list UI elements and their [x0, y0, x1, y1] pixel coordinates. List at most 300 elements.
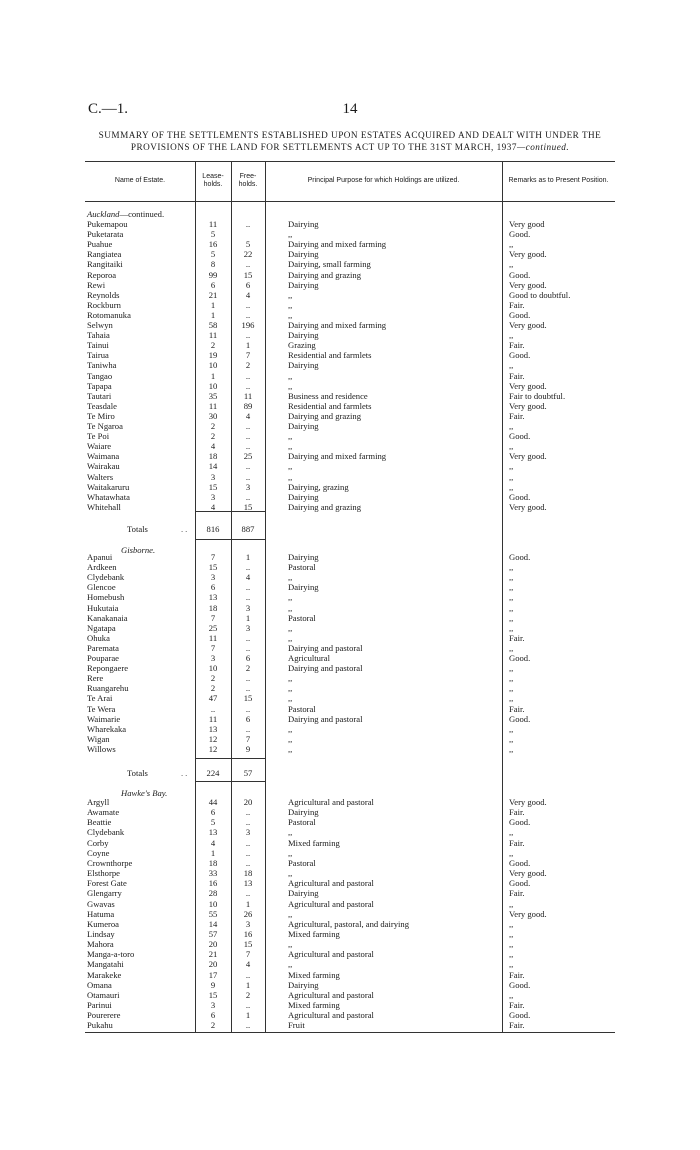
principal-purpose: Dairying and mixed farming — [288, 451, 387, 462]
principal-purpose: ,, — [288, 959, 293, 970]
leaseholds-value: 20 — [208, 959, 218, 970]
freeholds-value: 18 — [243, 868, 253, 879]
table-row — [85, 1000, 615, 1010]
freeholds-value: .. — [245, 1000, 251, 1010]
freeholds-value: .. — [245, 299, 251, 310]
principal-purpose: Dairying — [288, 491, 319, 502]
remarks-value: Good. — [509, 979, 531, 990]
leaseholds-value: 3 — [210, 1000, 216, 1010]
remarks-value: ,, — [509, 683, 514, 694]
remarks-value: Fair. — [509, 299, 525, 310]
principal-purpose: Agricultural and pastoral — [288, 1010, 374, 1021]
remarks-value: ,, — [509, 481, 514, 492]
principal-purpose: Dairying — [288, 807, 319, 818]
totals-rule-gisborne-bottom — [195, 781, 265, 782]
estate-name: Wigan — [87, 733, 110, 744]
principal-purpose: ,, — [288, 380, 293, 391]
freeholds-value: 1 — [245, 552, 251, 562]
leaseholds-value: 28 — [208, 888, 218, 899]
leaseholds-value: 33 — [208, 868, 218, 879]
totals-freeholds-gisborne: 57 — [243, 768, 253, 778]
remarks-value: Good. — [509, 878, 531, 889]
page-reference: C.—1. — [88, 101, 129, 117]
remarks-value: ,, — [509, 471, 514, 482]
principal-purpose: Pastoral — [288, 817, 316, 828]
estate-name: Pukemapou — [87, 219, 128, 229]
table-row — [85, 249, 615, 259]
principal-purpose: Agricultural and pastoral — [288, 949, 374, 960]
table-row — [85, 270, 615, 280]
remarks-value: Very good. — [509, 380, 547, 391]
estate-name: Coyne — [87, 847, 110, 858]
freeholds-value: 1 — [245, 340, 251, 351]
estate-name: Willows — [87, 743, 116, 754]
principal-purpose: ,, — [288, 827, 293, 838]
leaseholds-value: 14 — [208, 461, 218, 472]
table-row — [85, 290, 615, 300]
principal-purpose: Dairying — [288, 421, 319, 431]
section-heading-auckland — [87, 209, 164, 219]
principal-purpose: ,, — [288, 309, 293, 320]
table-row — [85, 939, 615, 949]
table-row — [85, 683, 615, 693]
principal-purpose: ,, — [288, 939, 293, 950]
table-row — [85, 280, 615, 290]
freeholds-value: 3 — [245, 918, 251, 929]
remarks-value: Good. — [509, 713, 531, 724]
estate-name: Te Poi — [87, 431, 110, 442]
principal-purpose: Fruit — [288, 1020, 305, 1031]
remarks-value: Fair. — [509, 969, 525, 980]
remarks-value: ,, — [509, 928, 514, 939]
leaseholds-value: 6 — [210, 1010, 216, 1021]
principal-purpose: Dairying — [288, 888, 319, 899]
section-continued: —continued. — [119, 209, 165, 219]
remarks-value: Good. — [509, 229, 531, 240]
remarks-value: Very good. — [509, 868, 547, 879]
totals-label-gisborne: Totals — [127, 768, 148, 778]
freeholds-value: .. — [245, 632, 251, 643]
leaseholds-value: 11 — [208, 713, 218, 724]
freeholds-value: .. — [245, 857, 251, 868]
principal-purpose: Dairying — [288, 552, 319, 562]
totals-label-auckland: Totals — [127, 524, 148, 534]
table-row — [85, 623, 615, 633]
table-row — [85, 441, 615, 451]
leaseholds-value: 18 — [208, 857, 218, 868]
leaseholds-value: 15 — [208, 562, 218, 573]
leaseholds-value: 17 — [208, 969, 218, 980]
remarks-value: Fair. — [509, 370, 525, 381]
table-row — [85, 300, 615, 310]
principal-purpose: Residential and farmlets — [288, 350, 372, 361]
remarks-value: ,, — [509, 582, 514, 593]
remarks-value: Good. — [509, 269, 531, 280]
estate-name: Wharekaka — [87, 723, 127, 734]
totals-leader-gisborne: .. — [181, 768, 190, 778]
estate-name: Omana — [87, 979, 112, 990]
principal-purpose: ,, — [288, 693, 293, 704]
freeholds-value: .. — [245, 837, 251, 848]
leaseholds-value: 16 — [208, 878, 218, 889]
principal-purpose: Dairying — [288, 330, 319, 341]
remarks-value: ,, — [509, 622, 514, 633]
freeholds-value: .. — [245, 847, 251, 858]
table-row — [85, 592, 615, 602]
freeholds-value: 15 — [243, 939, 253, 950]
remarks-value: Fair. — [509, 410, 525, 421]
estate-name: Hatuma — [87, 908, 115, 919]
leaseholds-value: 9 — [210, 979, 216, 990]
table-row — [85, 431, 615, 441]
freeholds-value: .. — [245, 582, 251, 593]
estate-name: Puketarata — [87, 229, 124, 240]
principal-purpose: ,, — [288, 683, 293, 694]
freeholds-value: 4 — [245, 410, 251, 421]
remarks-value: Good. — [509, 1010, 531, 1021]
estate-name: Kumeroa — [87, 918, 119, 929]
estate-name: Te Miro — [87, 410, 115, 421]
estate-name: Waiare — [87, 441, 112, 452]
leaseholds-value: 3 — [210, 653, 216, 663]
table-row — [85, 239, 615, 249]
table-row — [85, 704, 615, 714]
col-header-freeholds: Free-holds. — [238, 173, 258, 188]
principal-purpose: Mixed farming — [288, 969, 340, 980]
table-row — [85, 673, 615, 683]
leaseholds-value: 47 — [208, 693, 218, 704]
remarks-value: Good. — [509, 653, 531, 663]
freeholds-value: 15 — [243, 269, 253, 280]
table-row — [85, 613, 615, 623]
principal-purpose: Agricultural — [288, 653, 330, 663]
estate-name: Teasdale — [87, 400, 117, 411]
leaseholds-value: .. — [210, 703, 216, 714]
estate-name: Selwyn — [87, 320, 113, 330]
remarks-value: Fair. — [509, 632, 525, 643]
estate-name: Corby — [87, 837, 109, 848]
principal-purpose: ,, — [288, 229, 293, 240]
remarks-value: ,, — [509, 939, 514, 950]
remarks-value: Very good. — [509, 279, 547, 290]
estate-name: Rotomanuka — [87, 309, 131, 320]
principal-purpose: ,, — [288, 632, 293, 643]
freeholds-value: .. — [245, 1020, 251, 1031]
table-row — [85, 663, 615, 673]
leaseholds-value: 15 — [208, 481, 218, 492]
estate-name: Te Arai — [87, 693, 113, 704]
leaseholds-value: 18 — [208, 602, 218, 613]
title-line-2 — [84, 142, 616, 154]
freeholds-value: 2 — [245, 360, 251, 371]
remarks-value: ,, — [509, 663, 514, 674]
totals-leader-auckland: .. — [181, 524, 190, 534]
table-row — [85, 693, 615, 703]
leaseholds-value: 11 — [208, 632, 218, 643]
principal-purpose: Dairying — [288, 279, 319, 290]
estate-name: Lindsay — [87, 928, 115, 939]
leaseholds-value: 58 — [208, 320, 218, 330]
remarks-value: ,, — [509, 330, 514, 341]
remarks-value: Fair. — [509, 837, 525, 848]
remarks-value: Good. — [509, 491, 531, 502]
leaseholds-value: 11 — [208, 330, 218, 341]
remarks-value: ,, — [509, 239, 514, 250]
estate-name: Tautari — [87, 390, 112, 401]
leaseholds-value: 2 — [210, 340, 216, 351]
freeholds-value: 6 — [245, 653, 251, 663]
principal-purpose: Agricultural and pastoral — [288, 898, 374, 909]
principal-purpose: Dairying and grazing — [288, 269, 362, 280]
remarks-value: Very good. — [509, 249, 547, 260]
remarks-value: Very good — [509, 219, 545, 229]
leaseholds-value: 1 — [210, 309, 216, 320]
remarks-value: ,, — [509, 673, 514, 684]
section-heading-gisborne: Gisborne. — [121, 545, 156, 555]
leaseholds-value: 2 — [210, 421, 216, 431]
leaseholds-value: 12 — [208, 733, 218, 744]
table-row — [85, 310, 615, 320]
freeholds-value: .. — [245, 888, 251, 899]
principal-purpose: Agricultural and pastoral — [288, 989, 374, 1000]
estate-name: Tainui — [87, 340, 109, 351]
table-row — [85, 552, 615, 562]
principal-purpose: Dairying and grazing — [288, 410, 362, 421]
table-row — [85, 653, 615, 663]
table-row — [85, 371, 615, 381]
table-row — [85, 714, 615, 724]
remarks-value: ,, — [509, 562, 514, 573]
leaseholds-value: 10 — [208, 898, 218, 909]
leaseholds-value: 5 — [210, 817, 216, 828]
leaseholds-value: 13 — [208, 827, 218, 838]
remarks-value: ,, — [509, 592, 514, 603]
remarks-value: Good. — [509, 857, 531, 868]
totals-freeholds-auckland: 887 — [241, 524, 255, 534]
section-name: Auckland — [87, 209, 120, 219]
principal-purpose: Dairying, grazing — [288, 481, 349, 492]
estate-name: Homebush — [87, 592, 125, 603]
table-row — [85, 909, 615, 919]
table-row — [85, 919, 615, 929]
remarks-value: ,, — [509, 602, 514, 613]
estate-name: Rockburn — [87, 299, 121, 310]
table-row — [85, 502, 615, 512]
estate-name: Taniwha — [87, 360, 117, 371]
estate-name: Ohuka — [87, 632, 110, 643]
estate-name: Pouparae — [87, 653, 119, 663]
estate-name: Repongaere — [87, 663, 129, 674]
remarks-value: Good. — [509, 552, 531, 562]
estate-name: Wairakau — [87, 461, 120, 472]
remarks-value: ,, — [509, 642, 514, 653]
table-row — [85, 827, 615, 837]
leaseholds-value: 55 — [208, 908, 218, 919]
remarks-value: Very good. — [509, 400, 547, 411]
estate-name: Marakeke — [87, 969, 122, 980]
freeholds-value: .. — [245, 592, 251, 603]
estate-name: Waitakaruru — [87, 481, 130, 492]
freeholds-value: 7 — [245, 949, 251, 960]
leaseholds-value: 6 — [210, 582, 216, 593]
remarks-value: Good. — [509, 309, 531, 320]
table-row — [85, 1010, 615, 1020]
estate-name: Rangiatea — [87, 249, 122, 260]
freeholds-value: .. — [245, 259, 251, 270]
freeholds-value: .. — [245, 330, 251, 341]
remarks-value: Fair. — [509, 1020, 525, 1031]
table-row — [85, 633, 615, 643]
estate-name: Manga-a-toro — [87, 949, 135, 960]
table-row — [85, 734, 615, 744]
table-row — [85, 858, 615, 868]
freeholds-value: .. — [245, 673, 251, 684]
leaseholds-value: 18 — [208, 451, 218, 462]
remarks-value: ,, — [509, 421, 514, 431]
table-row — [85, 381, 615, 391]
remarks-value: Fair. — [509, 703, 525, 714]
freeholds-value: 1 — [245, 612, 251, 623]
freeholds-value: 11 — [243, 390, 253, 401]
table-row — [85, 562, 615, 572]
estate-name: Tangao — [87, 370, 113, 381]
remarks-value: Very good. — [509, 451, 547, 462]
freeholds-value: .. — [245, 969, 251, 980]
table-row — [85, 980, 615, 990]
table-bottom-rule — [85, 1032, 615, 1033]
principal-purpose: Dairying and pastoral — [288, 642, 363, 653]
freeholds-value: 6 — [245, 713, 251, 724]
principal-purpose: Pastoral — [288, 857, 316, 868]
table-row — [85, 868, 615, 878]
totals-leaseholds-auckland: 816 — [206, 524, 220, 534]
table-row — [85, 391, 615, 401]
remarks-value: Very good. — [509, 908, 547, 919]
estate-name: Awamate — [87, 807, 120, 818]
principal-purpose: ,, — [288, 572, 293, 583]
remarks-value: ,, — [509, 847, 514, 858]
leaseholds-value: 20 — [208, 939, 218, 950]
principal-purpose: ,, — [288, 673, 293, 684]
freeholds-value: 1 — [245, 979, 251, 990]
table-row — [85, 724, 615, 734]
table-row — [85, 817, 615, 827]
table-row — [85, 848, 615, 858]
table-row — [85, 340, 615, 350]
leaseholds-value: 2 — [210, 1020, 216, 1031]
table-row — [85, 572, 615, 582]
table-row — [85, 1020, 615, 1030]
table-row — [85, 482, 615, 492]
principal-purpose: Dairying and pastoral — [288, 663, 363, 674]
table-row — [85, 219, 615, 229]
principal-purpose: Dairying and mixed farming — [288, 320, 387, 330]
principal-purpose: Pastoral — [288, 703, 316, 714]
leaseholds-value: 2 — [210, 673, 216, 684]
principal-purpose: ,, — [288, 847, 293, 858]
remarks-value: Very good. — [509, 797, 547, 807]
title-continued: —continued. — [516, 141, 570, 152]
leaseholds-value: 57 — [208, 928, 218, 939]
freeholds-value: 5 — [245, 239, 251, 250]
freeholds-value: 1 — [245, 898, 251, 909]
col-header-purpose: Principal Purpose for which Holdings are utilized. — [307, 177, 460, 184]
freeholds-value: .. — [245, 817, 251, 828]
table-row — [85, 320, 615, 330]
leaseholds-value: 21 — [208, 289, 218, 300]
estate-name: Crownthorpe — [87, 857, 133, 868]
freeholds-value: 25 — [243, 451, 253, 462]
freeholds-value: 22 — [243, 249, 253, 260]
remarks-value: ,, — [509, 461, 514, 472]
principal-purpose: ,, — [288, 370, 293, 381]
remarks-value: Fair to doubtful. — [509, 390, 566, 401]
page-number: 14 — [342, 101, 358, 117]
table-row — [85, 990, 615, 1000]
freeholds-value: .. — [245, 562, 251, 573]
principal-purpose: Agricultural and pastoral — [288, 797, 374, 807]
freeholds-value: 1 — [245, 1010, 251, 1021]
freeholds-value: 3 — [245, 602, 251, 613]
freeholds-value: .. — [245, 219, 251, 229]
leaseholds-value: 10 — [208, 663, 218, 674]
remarks-value: ,, — [509, 441, 514, 452]
principal-purpose: Dairying — [288, 979, 319, 990]
leaseholds-value: 21 — [208, 949, 218, 960]
freeholds-value: .. — [245, 723, 251, 734]
freeholds-value: .. — [245, 370, 251, 381]
principal-purpose: Dairying and grazing — [288, 501, 362, 512]
principal-purpose: Agricultural, pastoral, and dairying — [288, 918, 409, 929]
leaseholds-value: 13 — [208, 592, 218, 603]
leaseholds-value: 16 — [208, 239, 218, 250]
leaseholds-value: 11 — [208, 400, 218, 411]
table-row — [85, 888, 615, 898]
freeholds-value: 89 — [243, 400, 253, 411]
principal-purpose: Dairying and mixed farming — [288, 239, 387, 250]
remarks-value: ,, — [509, 743, 514, 754]
freeholds-value: 3 — [245, 481, 251, 492]
leaseholds-value: 3 — [210, 572, 216, 583]
principal-purpose: Mixed farming — [288, 1000, 340, 1010]
table-row — [85, 899, 615, 909]
leaseholds-value: 25 — [208, 622, 218, 633]
remarks-value: ,, — [509, 360, 514, 371]
totals-rule-gisborne-top — [195, 758, 265, 759]
table-row — [85, 603, 615, 613]
table-row — [85, 461, 615, 471]
table-row — [85, 360, 615, 370]
estate-name: Rere — [87, 673, 104, 684]
leaseholds-value: 7 — [210, 552, 216, 562]
remarks-value: ,, — [509, 959, 514, 970]
estate-name: Forest Gate — [87, 878, 127, 889]
principal-purpose: Mixed farming — [288, 837, 340, 848]
leaseholds-value: 7 — [210, 612, 216, 623]
estate-name: Rangitaiki — [87, 259, 123, 270]
estate-name: Mangatahi — [87, 959, 124, 970]
leaseholds-value: 2 — [210, 683, 216, 694]
leaseholds-value: 35 — [208, 390, 218, 401]
estate-name: Rewi — [87, 279, 106, 290]
remarks-value: Good. — [509, 350, 531, 361]
leaseholds-value: 3 — [210, 471, 216, 482]
leaseholds-value: 19 — [208, 350, 218, 361]
estate-name: Clydebank — [87, 572, 125, 583]
freeholds-value: 2 — [245, 989, 251, 1000]
col-header-name: Name of Estate. — [114, 177, 166, 184]
leaseholds-value: 1 — [210, 847, 216, 858]
